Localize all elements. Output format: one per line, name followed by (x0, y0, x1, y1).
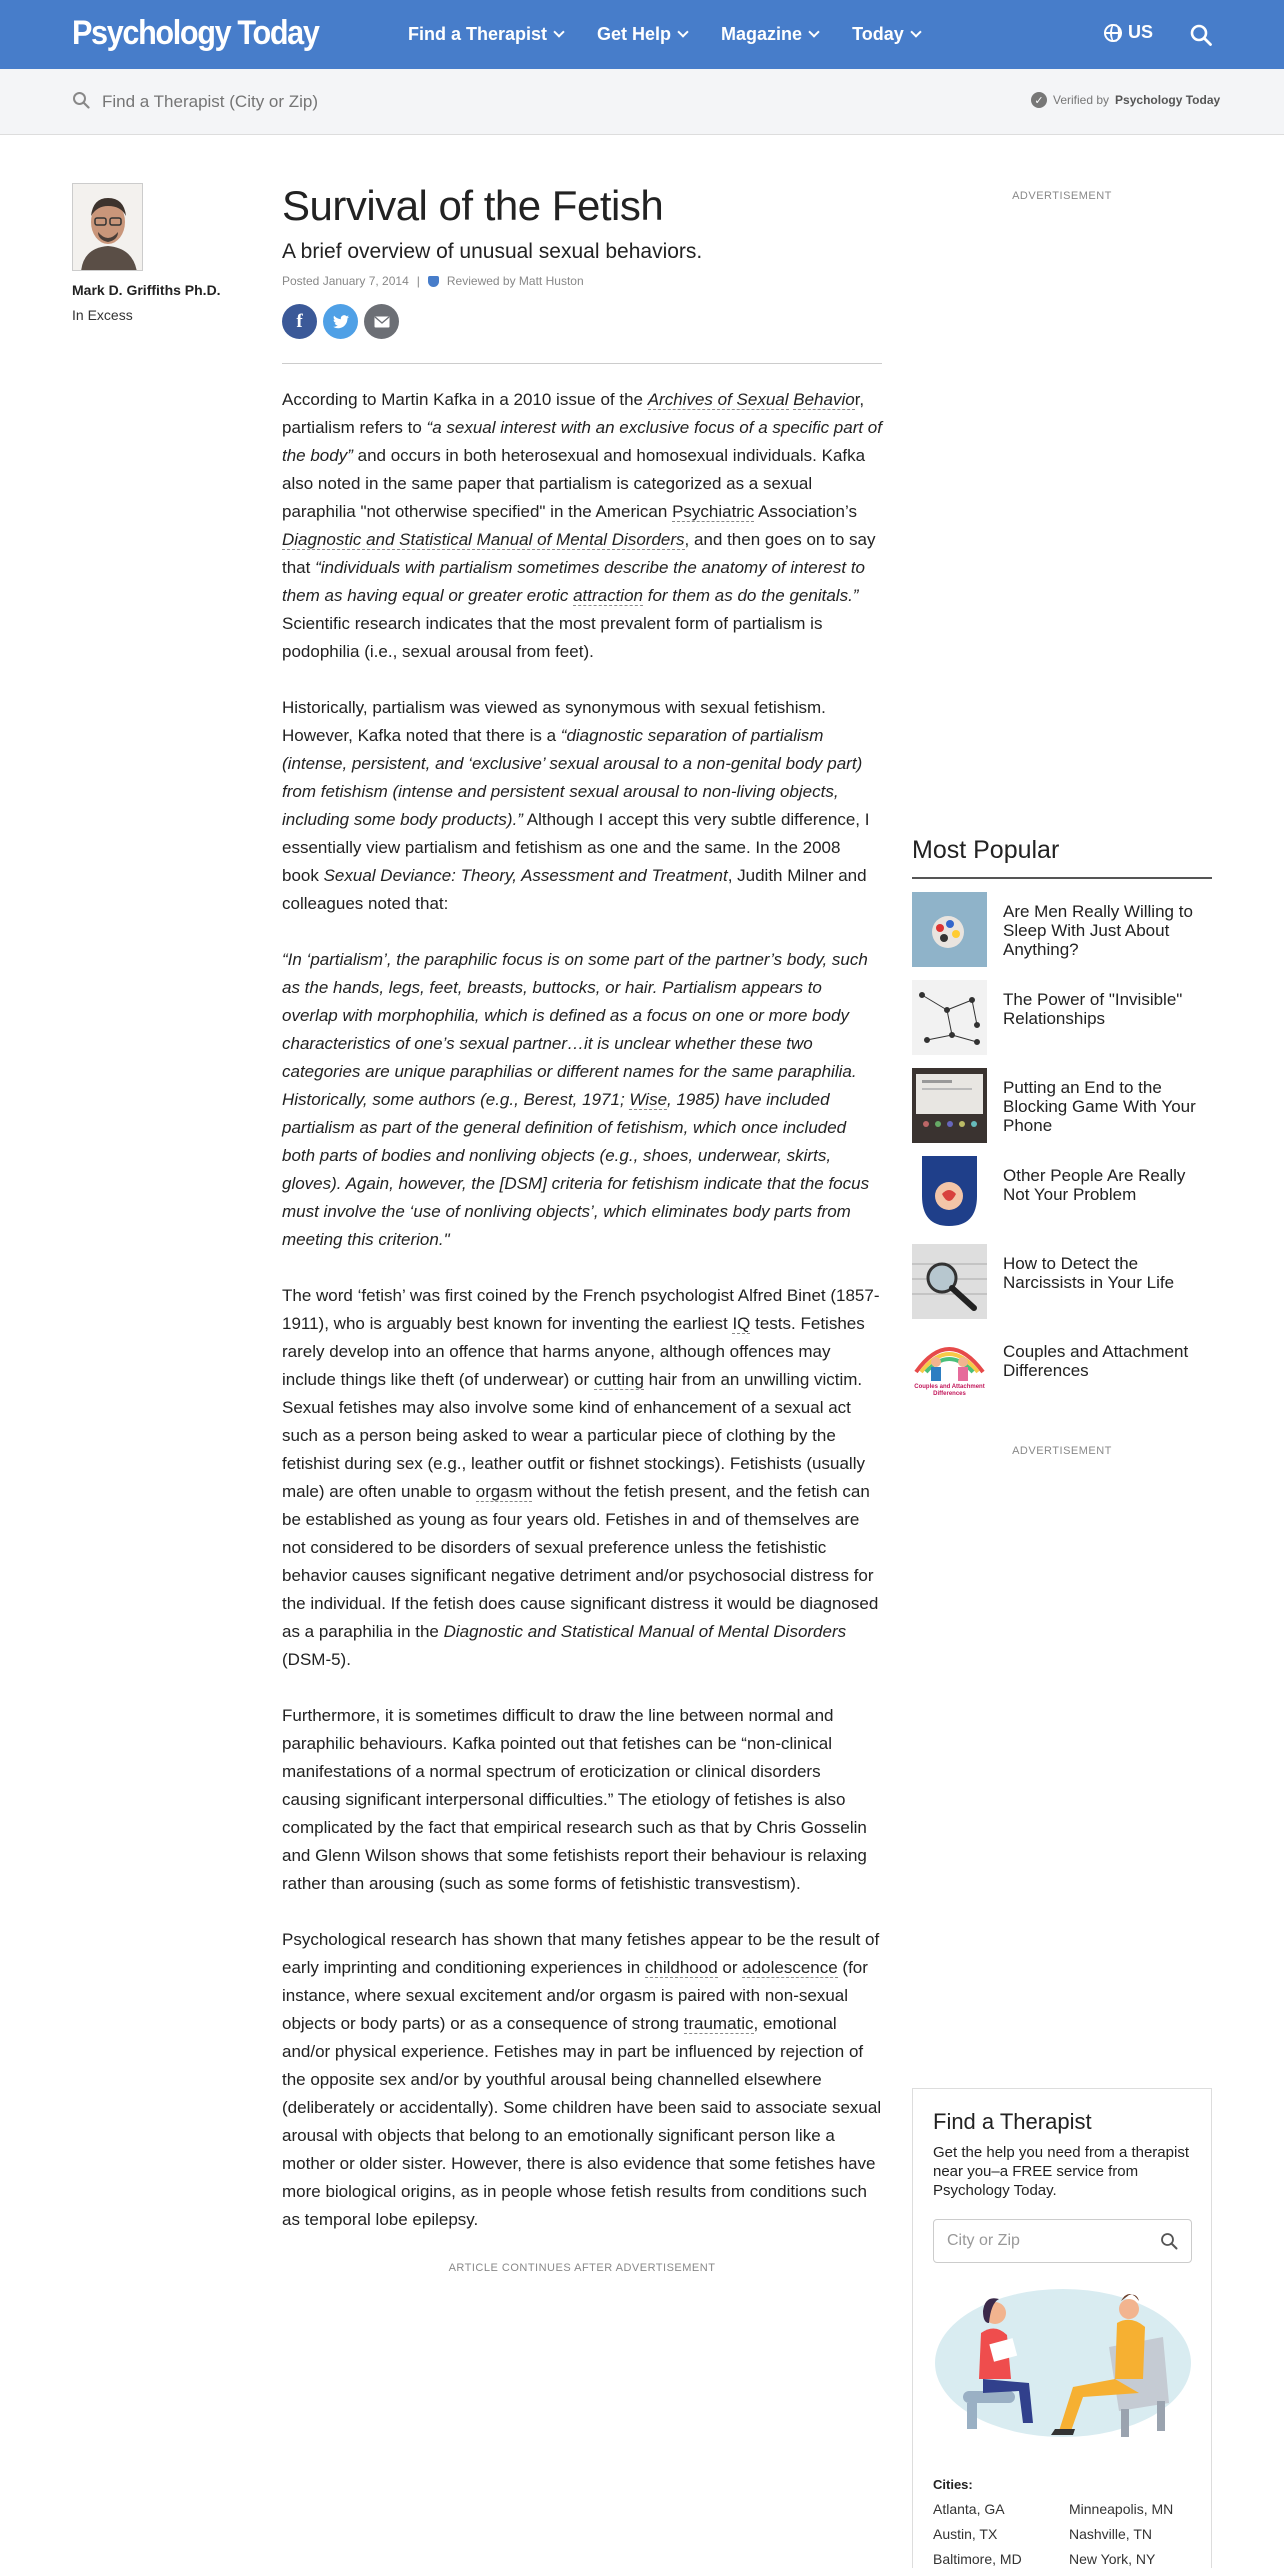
most-popular-title-link[interactable]: Other People Are Really Not Your Problem (1003, 1166, 1186, 1204)
wise-link[interactable]: Wise (629, 1090, 668, 1109)
article-thumbnail[interactable] (912, 1156, 987, 1231)
paragraph: Furthermore, it is sometimes difficult to draw the line between normal and paraphilic behaviours. Kafka pointed out that fetishes can be “non-clinical manifestations of a normal spectrum of eroticization or clinical disorders causing significant interpersonal difficulties.” The etiology of fetishes is also complicated by the fact that empirical research such as that by Chris Gosselin and Glenn Wilson shows that some fetishists report their behaviour is relaxing rather than arousing (such as some forms of fetishistic transvestism). (282, 1706, 867, 1893)
most-popular-list (912, 892, 1212, 1420)
article-thumbnail[interactable] (912, 892, 987, 967)
advertisement-label: ADVERTISEMENT (1012, 1445, 1112, 1457)
shield-icon (428, 276, 439, 287)
nav-get-help[interactable] (597, 24, 687, 45)
article-thumbnail[interactable] (912, 1068, 987, 1143)
paragraph: The word ‘fetish’ was first coined by the French psychologist Alfred Binet (1857-1911), who is arguably best known for inventing the earliest IQ tests. Fetishes rarely develop into an offence that harms anyone, although offences may include things like theft (of underwear) or cutting hair from an unwilling victim. Sexual fetishes may also involve some kind of enhancement of a sexual act such as a person being asked to wear a particular piece of clothing by the fetishist during sex (e.g., leather outfit or fishnet stockings). Fetishists (usually male) are often unable to orgasm without the fetish present, and the fetish can be established as young as four years old. Fetishes in and of themselves are not considered to be disorders of sexual preference unless the fetishistic behavior causes significant negative detriment and/or psychosocial distress for the individual. If the fetish does cause significant distress it would be diagnosed as a paraphilia in the Diagnostic and Statistical Manual of Mental Disorders (DSM-5). (282, 1286, 880, 1669)
city-link[interactable]: Baltimore, MD (933, 2551, 1022, 2567)
facebook-icon: f (296, 310, 303, 332)
article-meta (282, 274, 882, 288)
chevron-down-icon (677, 26, 688, 37)
article-thumbnail[interactable] (912, 1332, 987, 1407)
nav-find-a-therapist[interactable] (408, 24, 563, 45)
advertisement-label: ADVERTISEMENT (1012, 190, 1112, 202)
article-title: Survival of the Fetish (282, 182, 664, 229)
most-popular-title-link[interactable]: Couples and Attachment Differences (1003, 1342, 1189, 1380)
dsm-link[interactable]: Diagnostic and Statistical Manual of Mental Disorders (282, 530, 685, 549)
input-placeholder: City or Zip (947, 2232, 1020, 2249)
childhood-link[interactable]: childhood (644, 1958, 718, 1977)
facebook-share-button[interactable] (282, 304, 317, 339)
most-popular-title: Most Popular (912, 836, 1060, 864)
most-popular-title-link[interactable]: How to Detect the Narcissists in Your Life (1003, 1254, 1175, 1292)
most-popular-item[interactable] (912, 1244, 1212, 1332)
nav-label: Get Help (597, 24, 672, 44)
paragraph: Historically, partialism was viewed as synonymous with sexual fetishism. However, Kafka noted that there is a “diagnostic separation of partialism (intense, persistent, and ‘exclusive’ sexual arousal to a non-genital body part) from fetishism (intense and persistent sexual arousal to non-living objects, including some body products).” Although I accept this very subtle difference, I essentially view partialism and fetishism as one and the same. In the 2008 book Sexual Deviance: Theory, Assessment and Treatment, Judith Milner and colleagues noted that: (282, 698, 870, 913)
divider (282, 363, 882, 364)
nav-today[interactable] (852, 24, 920, 45)
author-name[interactable]: Mark D. Griffiths Ph.D. (72, 282, 221, 298)
cities-list (933, 2501, 1195, 2567)
therapist-location-input[interactable] (102, 87, 622, 117)
article-thumbnail[interactable] (912, 980, 987, 1055)
iq-link[interactable]: IQ (732, 1314, 751, 1333)
cities-label: Cities: (933, 2477, 973, 2492)
nav-label: Today (852, 24, 904, 44)
article-body (282, 386, 882, 2234)
most-popular-title-link[interactable]: Are Men Really Willing to Sleep With Just About Anything? (1003, 902, 1193, 959)
reviewed-by[interactable]: Reviewed by Matt Huston (446, 274, 584, 288)
locale-selector[interactable] (1104, 22, 1153, 43)
find-a-therapist-widget (912, 2088, 1212, 2568)
verified-badge (1031, 92, 1220, 108)
attraction-link[interactable]: attraction (573, 586, 643, 605)
search-icon[interactable] (1190, 24, 1212, 46)
adolescence-link[interactable]: adolescence (742, 1958, 838, 1977)
twitter-share-button[interactable] (323, 304, 358, 339)
nav-label: Magazine (721, 24, 803, 44)
checkmark-icon: ✓ (1031, 92, 1047, 108)
archives-link[interactable]: Archives of Sexual (647, 390, 789, 409)
share-buttons (282, 304, 882, 339)
city-link[interactable]: New York, NY (1069, 2551, 1156, 2567)
locale-label: US (1128, 22, 1154, 42)
chevron-down-icon (553, 26, 564, 37)
city-zip-input[interactable] (933, 2219, 1192, 2263)
most-popular-item[interactable] (912, 1332, 1212, 1420)
most-popular-item[interactable] (912, 980, 1212, 1068)
chevron-down-icon (808, 26, 819, 37)
orgasm-link[interactable]: orgasm (475, 1482, 533, 1501)
thumbnail-caption: Couples and Attachment Differences (914, 1384, 985, 1397)
article (282, 178, 882, 2274)
cutting-link[interactable]: cutting (593, 1370, 644, 1389)
most-popular-title-link[interactable]: Putting an End to the Blocking Game With Your Phone (1003, 1078, 1196, 1135)
archives-link-cont[interactable]: Behavio (793, 390, 855, 409)
email-icon (374, 316, 390, 328)
article-subtitle: A brief overview of unusual sexual behaviors. (282, 240, 703, 263)
most-popular-item[interactable] (912, 1068, 1212, 1156)
most-popular-title-link[interactable]: The Power of "Invisible" Relationships (1003, 990, 1183, 1028)
search-icon (72, 91, 90, 109)
nav-magazine[interactable] (721, 24, 818, 45)
widget-title: Find a Therapist (933, 2109, 1092, 2134)
article-thumbnail[interactable] (912, 1244, 987, 1319)
therapy-illustration (933, 2283, 1193, 2443)
most-popular-item[interactable] (912, 1156, 1212, 1244)
globe-icon (1104, 24, 1122, 42)
city-link[interactable]: Austin, TX (933, 2526, 998, 2542)
city-link[interactable]: Atlanta, GA (933, 2501, 1005, 2517)
divider (912, 877, 1212, 879)
verified-brand: Psychology Today (1115, 93, 1221, 107)
top-navigation-bar (0, 0, 1284, 69)
twitter-icon (333, 315, 349, 329)
author-blog-name[interactable]: In Excess (72, 307, 133, 323)
psychiatric-link[interactable]: Psychiatric (672, 502, 755, 521)
search-icon[interactable] (1160, 2232, 1178, 2250)
meta-separator: | (416, 274, 420, 288)
posted-date: Posted January 7, 2014 (282, 274, 409, 288)
most-popular-item[interactable] (912, 892, 1212, 980)
therapist-search-bar (0, 69, 1284, 135)
author-avatar[interactable] (72, 183, 143, 271)
city-link[interactable]: Minneapolis, MN (1069, 2501, 1174, 2517)
traumatic-link[interactable]: traumatic (683, 2014, 754, 2033)
block-quote: “In ‘partialism’, the paraphilic focus is on some part of the partner’s body, such as the hands, legs, feet, breasts, buttocks, or hair. Partialism appears to overlap with morphophilia, which is defined as a focus on one or more body characteristics of one’s sexual partner…it is unclear whether these two categories are unique paraphilias or different names for the same paraphilia. Historically, some authors (e.g., Berest, 1971; Wise, 1985) have included partialism as part of the general definition of fetishism, which once included both parts of bodies and nonliving objects (e.g., shoes, underwear, skirts, gloves). Again, however, the [DSM] criteria for fetishism indicate that the focus must involve the ‘use of nonliving objects’, which eliminates body parts from meeting this criterion." (282, 950, 870, 1249)
nav-label: Find a Therapist (408, 24, 548, 44)
paragraph: Psychological research has shown that many fetishes appear to be the result of early imprinting and conditioning experiences in childhood or adolescence (for instance, where sexual excitement and/or orgasm is paired with non-sexual objects or body parts) or as a consequence of strong traumatic, emotional and/or physical experience. Fetishes may in part be influenced by rejection of the opposite sex and/or by youthful arousal being channelled elsewhere (deliberately or accidentally). Some children have been said to associate sexual arousal with objects that belong to an emotionally significant person like a mother or older sister. However, there is also evidence that some fetishes have more biological origins, as in people whose fetish results from conditions such as temporal lobe epilepsy. (282, 1930, 882, 2229)
email-share-button[interactable] (364, 304, 399, 339)
psychology-today-logo[interactable]: Psychology Today (72, 14, 319, 52)
widget-description: Get the help you need from a therapist near you–a FREE service from Psychology Today. (933, 2144, 1189, 2199)
city-link[interactable]: Nashville, TN (1069, 2526, 1152, 2542)
article-continues-note: ARTICLE CONTINUES AFTER ADVERTISEMENT (448, 2262, 716, 2274)
paragraph: According to Martin Kafka in a 2010 issue of the Archives of Sexual Behavior, partialism refers to “a sexual interest with an exclusive focus of a specific part of the body” and occurs in both heterosexual and homosexual individuals. Kafka also noted in the same paper that partialism is categorized as a sexual paraphilia "not otherwise specified" in the American Psychiatric Association’s Diagnostic and Statistical Manual of Mental Disorders, and then goes on to say that “individuals with partialism sometimes describe the anatomy of interest to them as having equal or greater erotic attraction for them as do the genitals.” Scientific research indicates that the most prevalent form of partialism is podophilia (i.e., sexual arousal from feet). (282, 390, 882, 661)
main-nav (408, 0, 920, 69)
verified-text: Verified by (1053, 93, 1110, 107)
chevron-down-icon (910, 26, 921, 37)
